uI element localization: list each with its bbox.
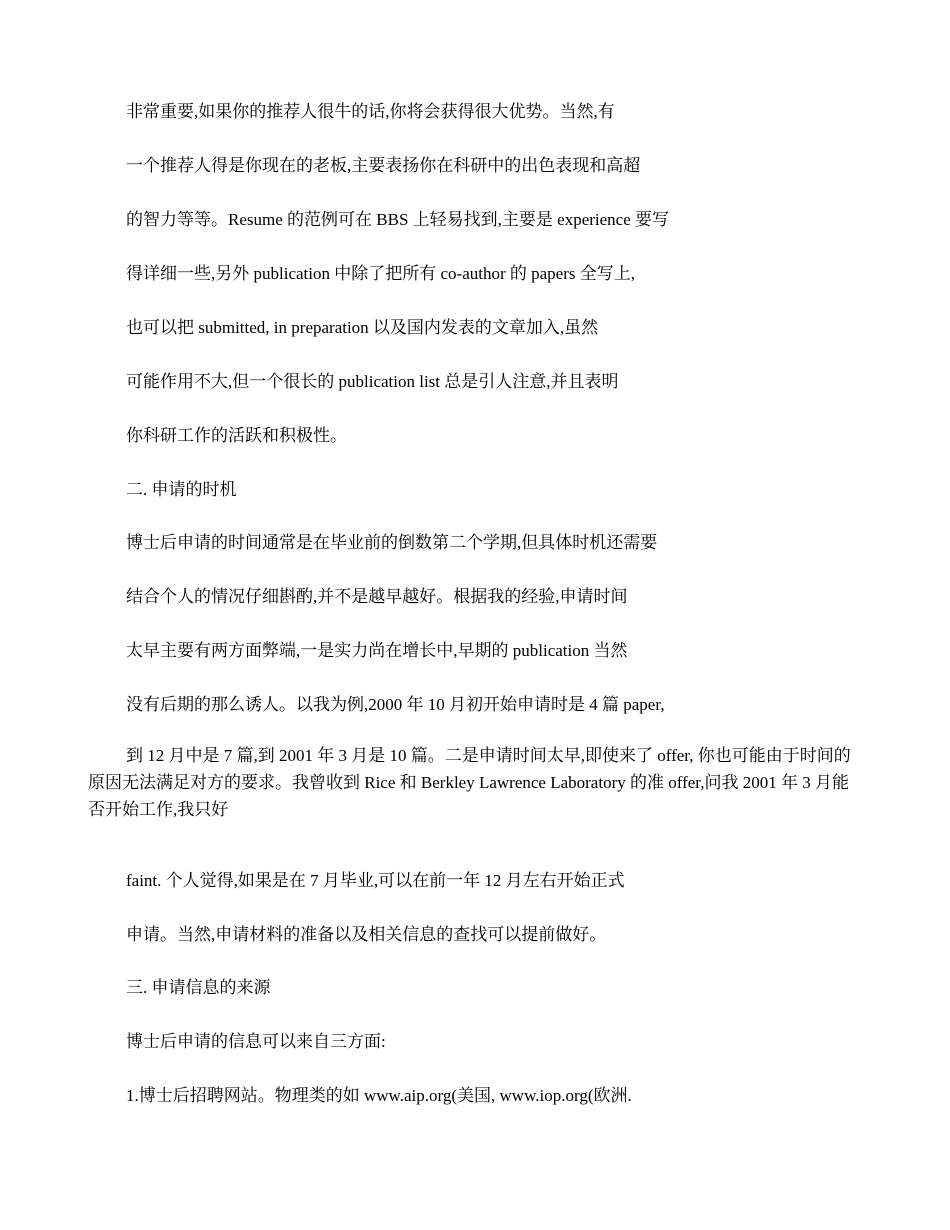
section-heading: 三. 申请信息的来源 <box>126 978 271 997</box>
section-heading: 二. 申请的时机 <box>126 480 237 499</box>
text-line: 非常重要,如果你的推荐人很牛的话,你将会获得很大优势。当然,有 <box>126 102 615 121</box>
text-line: 申请。当然,申请材料的准备以及相关信息的查找可以提前做好。 <box>126 925 607 944</box>
text-line: 结合个人的情况仔细斟酌,并不是越早越好。根据我的经验,申请时间 <box>126 587 628 606</box>
text-line: 也可以把 submitted, in preparation 以及国内发表的文章加入,虽然 <box>126 318 599 337</box>
text-line: 得详细一些,另外 publication 中除了把所有 co-author 的 papers 全写上, <box>126 264 635 283</box>
text-line: 的智力等等。Resume 的范例可在 BBS 上轻易找到,主要是 experience 要写 <box>126 210 670 229</box>
text-line: 没有后期的那么诱人。以我为例,2000 年 10 月初开始申请时是 4 篇 paper, <box>126 695 665 714</box>
text-line: 一个推荐人得是你现在的老板,主要表扬你在科研中的出色表现和高超 <box>126 156 641 175</box>
text-line: 博士后申请的信息可以来自三方面: <box>126 1032 386 1051</box>
text-line: faint. 个人觉得,如果是在 7 月毕业,可以在前一年 12 月左右开始正式 <box>126 871 625 890</box>
wrapped-paragraph: 到 12 月中是 7 篇,到 2001 年 3 月是 10 篇。二是申请时间太早,即使来了 offer, 你也可能由于时间的原因无法满足对方的要求。我曾收到 Rice 和 Berkley Lawrence Laboratory 的准 offer,问我 2001 年 3 月能否开始工作,我只好 <box>88 746 851 819</box>
text-line: 太早主要有两方面弊端,一是实力尚在增长中,早期的 publication 当然 <box>126 641 628 660</box>
text-line: 可能作用不大,但一个很长的 publication list 总是引人注意,并且表明 <box>126 372 619 391</box>
text-line: 你科研工作的活跃和积极性。 <box>126 426 347 445</box>
text-line: 1.博士后招聘网站。物理类的如 www.aip.org(美国, www.iop.org(欧洲. <box>126 1086 632 1105</box>
text-line: 博士后申请的时间通常是在毕业前的倒数第二个学期,但具体时机还需要 <box>126 533 658 552</box>
